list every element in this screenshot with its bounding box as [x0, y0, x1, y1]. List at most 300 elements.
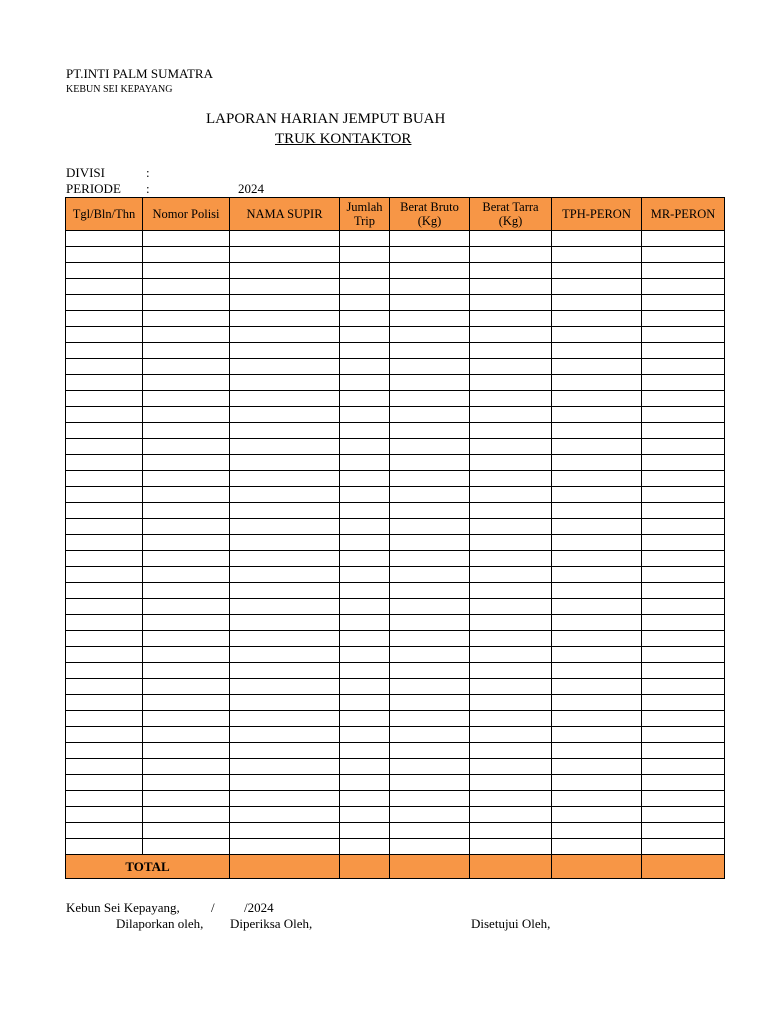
table-cell[interactable]	[340, 727, 390, 743]
table-cell[interactable]	[340, 519, 390, 535]
table-cell[interactable]	[552, 327, 642, 343]
table-cell[interactable]	[66, 551, 143, 567]
table-cell[interactable]	[642, 695, 725, 711]
table-cell[interactable]	[340, 423, 390, 439]
table-cell[interactable]	[390, 343, 470, 359]
table-cell[interactable]	[390, 487, 470, 503]
table-cell[interactable]	[66, 615, 143, 631]
table-cell[interactable]	[642, 615, 725, 631]
table-cell[interactable]	[143, 343, 230, 359]
table-cell[interactable]	[143, 839, 230, 855]
table-cell[interactable]	[642, 647, 725, 663]
table-cell[interactable]	[470, 711, 552, 727]
table-cell[interactable]	[340, 327, 390, 343]
table-cell[interactable]	[390, 711, 470, 727]
table-cell[interactable]	[390, 839, 470, 855]
table-cell[interactable]	[143, 807, 230, 823]
table-cell[interactable]	[390, 695, 470, 711]
table-cell[interactable]	[552, 455, 642, 471]
table-cell[interactable]	[143, 247, 230, 263]
table-cell[interactable]	[230, 535, 340, 551]
table-cell[interactable]	[230, 407, 340, 423]
table-cell[interactable]	[642, 327, 725, 343]
table-cell[interactable]	[470, 375, 552, 391]
table-cell[interactable]	[340, 647, 390, 663]
table-cell[interactable]	[390, 647, 470, 663]
table-cell[interactable]	[340, 583, 390, 599]
table-cell[interactable]	[552, 759, 642, 775]
table-cell[interactable]	[642, 599, 725, 615]
table-cell[interactable]	[642, 535, 725, 551]
table-cell[interactable]	[470, 343, 552, 359]
table-cell[interactable]	[143, 423, 230, 439]
table-cell[interactable]	[552, 439, 642, 455]
table-cell[interactable]	[552, 599, 642, 615]
table-cell[interactable]	[470, 503, 552, 519]
table-cell[interactable]	[66, 599, 143, 615]
table-cell[interactable]	[642, 775, 725, 791]
table-cell[interactable]	[230, 359, 340, 375]
table-cell[interactable]	[143, 631, 230, 647]
table-cell[interactable]	[66, 503, 143, 519]
table-cell[interactable]	[390, 679, 470, 695]
table-cell[interactable]	[390, 823, 470, 839]
table-cell[interactable]	[66, 391, 143, 407]
table-cell[interactable]	[340, 807, 390, 823]
table-cell[interactable]	[552, 359, 642, 375]
table-cell[interactable]	[340, 311, 390, 327]
table-cell[interactable]	[470, 535, 552, 551]
table-cell[interactable]	[143, 263, 230, 279]
table-cell[interactable]	[143, 535, 230, 551]
table-cell[interactable]	[390, 535, 470, 551]
table-cell[interactable]	[143, 519, 230, 535]
table-cell[interactable]	[470, 839, 552, 855]
table-cell[interactable]	[390, 567, 470, 583]
table-cell[interactable]	[552, 375, 642, 391]
table-cell[interactable]	[470, 327, 552, 343]
table-cell[interactable]	[66, 695, 143, 711]
table-cell[interactable]	[470, 455, 552, 471]
table-cell[interactable]	[470, 807, 552, 823]
table-cell[interactable]	[642, 391, 725, 407]
table-cell[interactable]	[552, 279, 642, 295]
table-cell[interactable]	[230, 663, 340, 679]
table-cell[interactable]	[230, 727, 340, 743]
table-cell[interactable]	[340, 615, 390, 631]
table-cell[interactable]	[470, 679, 552, 695]
table-cell[interactable]	[340, 567, 390, 583]
table-cell[interactable]	[390, 519, 470, 535]
table-cell[interactable]	[390, 391, 470, 407]
table-cell[interactable]	[552, 743, 642, 759]
table-cell[interactable]	[143, 679, 230, 695]
table-cell[interactable]	[143, 695, 230, 711]
table-cell[interactable]	[552, 231, 642, 247]
table-cell[interactable]	[642, 343, 725, 359]
table-cell[interactable]	[642, 791, 725, 807]
table-cell[interactable]	[642, 471, 725, 487]
table-cell[interactable]	[390, 599, 470, 615]
total-cell[interactable]	[642, 855, 725, 879]
table-cell[interactable]	[66, 471, 143, 487]
table-cell[interactable]	[340, 439, 390, 455]
table-cell[interactable]	[66, 631, 143, 647]
table-cell[interactable]	[66, 663, 143, 679]
table-cell[interactable]	[470, 727, 552, 743]
table-cell[interactable]	[230, 503, 340, 519]
table-cell[interactable]	[390, 423, 470, 439]
table-cell[interactable]	[340, 295, 390, 311]
table-cell[interactable]	[230, 295, 340, 311]
table-cell[interactable]	[66, 423, 143, 439]
table-cell[interactable]	[66, 727, 143, 743]
table-cell[interactable]	[230, 631, 340, 647]
table-cell[interactable]	[390, 471, 470, 487]
table-cell[interactable]	[66, 279, 143, 295]
table-cell[interactable]	[642, 487, 725, 503]
total-cell[interactable]	[552, 855, 642, 879]
table-cell[interactable]	[470, 775, 552, 791]
table-cell[interactable]	[552, 711, 642, 727]
table-cell[interactable]	[340, 503, 390, 519]
table-cell[interactable]	[642, 583, 725, 599]
table-cell[interactable]	[66, 839, 143, 855]
table-cell[interactable]	[230, 471, 340, 487]
table-cell[interactable]	[390, 503, 470, 519]
table-cell[interactable]	[470, 407, 552, 423]
table-cell[interactable]	[552, 263, 642, 279]
table-cell[interactable]	[470, 439, 552, 455]
table-cell[interactable]	[642, 295, 725, 311]
table-cell[interactable]	[340, 711, 390, 727]
table-cell[interactable]	[230, 711, 340, 727]
table-cell[interactable]	[390, 583, 470, 599]
table-cell[interactable]	[390, 631, 470, 647]
table-cell[interactable]	[642, 263, 725, 279]
table-cell[interactable]	[340, 535, 390, 551]
table-cell[interactable]	[66, 711, 143, 727]
table-cell[interactable]	[66, 455, 143, 471]
table-cell[interactable]	[642, 727, 725, 743]
table-cell[interactable]	[642, 455, 725, 471]
table-cell[interactable]	[143, 567, 230, 583]
table-cell[interactable]	[340, 839, 390, 855]
total-cell[interactable]	[230, 855, 340, 879]
table-cell[interactable]	[552, 487, 642, 503]
table-cell[interactable]	[230, 823, 340, 839]
table-cell[interactable]	[642, 807, 725, 823]
table-cell[interactable]	[143, 375, 230, 391]
table-cell[interactable]	[642, 359, 725, 375]
table-cell[interactable]	[552, 631, 642, 647]
table-cell[interactable]	[340, 743, 390, 759]
table-cell[interactable]	[66, 823, 143, 839]
table-cell[interactable]	[552, 295, 642, 311]
table-cell[interactable]	[552, 695, 642, 711]
table-cell[interactable]	[143, 727, 230, 743]
table-cell[interactable]	[66, 439, 143, 455]
table-cell[interactable]	[143, 231, 230, 247]
table-cell[interactable]	[470, 519, 552, 535]
table-cell[interactable]	[642, 679, 725, 695]
table-cell[interactable]	[143, 663, 230, 679]
table-cell[interactable]	[470, 359, 552, 375]
table-cell[interactable]	[470, 231, 552, 247]
table-cell[interactable]	[470, 743, 552, 759]
table-cell[interactable]	[470, 791, 552, 807]
table-cell[interactable]	[143, 823, 230, 839]
table-cell[interactable]	[552, 583, 642, 599]
table-cell[interactable]	[552, 503, 642, 519]
table-cell[interactable]	[66, 359, 143, 375]
table-cell[interactable]	[552, 647, 642, 663]
table-cell[interactable]	[143, 503, 230, 519]
table-cell[interactable]	[66, 327, 143, 343]
table-cell[interactable]	[143, 471, 230, 487]
table-cell[interactable]	[552, 471, 642, 487]
table-cell[interactable]	[230, 807, 340, 823]
table-cell[interactable]	[552, 663, 642, 679]
table-cell[interactable]	[470, 311, 552, 327]
table-cell[interactable]	[230, 599, 340, 615]
table-cell[interactable]	[470, 279, 552, 295]
table-cell[interactable]	[230, 551, 340, 567]
table-cell[interactable]	[390, 359, 470, 375]
table-cell[interactable]	[642, 503, 725, 519]
table-cell[interactable]	[66, 535, 143, 551]
table-cell[interactable]	[230, 791, 340, 807]
table-cell[interactable]	[552, 615, 642, 631]
table-cell[interactable]	[230, 231, 340, 247]
table-cell[interactable]	[66, 247, 143, 263]
table-cell[interactable]	[66, 583, 143, 599]
table-cell[interactable]	[230, 775, 340, 791]
table-cell[interactable]	[390, 615, 470, 631]
table-cell[interactable]	[390, 807, 470, 823]
table-cell[interactable]	[230, 583, 340, 599]
table-cell[interactable]	[340, 679, 390, 695]
total-cell[interactable]	[390, 855, 470, 879]
table-cell[interactable]	[470, 567, 552, 583]
table-cell[interactable]	[66, 375, 143, 391]
table-cell[interactable]	[143, 599, 230, 615]
table-cell[interactable]	[340, 391, 390, 407]
table-cell[interactable]	[340, 343, 390, 359]
table-cell[interactable]	[552, 567, 642, 583]
table-cell[interactable]	[66, 807, 143, 823]
table-cell[interactable]	[642, 439, 725, 455]
table-cell[interactable]	[230, 567, 340, 583]
table-cell[interactable]	[390, 439, 470, 455]
table-cell[interactable]	[470, 391, 552, 407]
table-cell[interactable]	[552, 823, 642, 839]
table-cell[interactable]	[642, 663, 725, 679]
table-cell[interactable]	[552, 727, 642, 743]
table-cell[interactable]	[66, 295, 143, 311]
table-cell[interactable]	[390, 407, 470, 423]
table-cell[interactable]	[66, 759, 143, 775]
table-cell[interactable]	[230, 311, 340, 327]
table-cell[interactable]	[552, 311, 642, 327]
table-cell[interactable]	[143, 583, 230, 599]
table-cell[interactable]	[390, 743, 470, 759]
table-cell[interactable]	[340, 775, 390, 791]
table-cell[interactable]	[390, 551, 470, 567]
table-cell[interactable]	[552, 535, 642, 551]
table-cell[interactable]	[470, 263, 552, 279]
table-cell[interactable]	[470, 631, 552, 647]
table-cell[interactable]	[143, 359, 230, 375]
table-cell[interactable]	[552, 839, 642, 855]
table-cell[interactable]	[340, 663, 390, 679]
table-cell[interactable]	[642, 423, 725, 439]
table-cell[interactable]	[230, 439, 340, 455]
table-cell[interactable]	[642, 231, 725, 247]
table-cell[interactable]	[230, 839, 340, 855]
table-cell[interactable]	[143, 295, 230, 311]
table-cell[interactable]	[552, 391, 642, 407]
table-cell[interactable]	[470, 647, 552, 663]
table-cell[interactable]	[642, 567, 725, 583]
table-cell[interactable]	[642, 631, 725, 647]
table-cell[interactable]	[470, 583, 552, 599]
table-cell[interactable]	[66, 343, 143, 359]
table-cell[interactable]	[642, 839, 725, 855]
table-cell[interactable]	[230, 279, 340, 295]
table-cell[interactable]	[66, 791, 143, 807]
table-cell[interactable]	[66, 407, 143, 423]
table-cell[interactable]	[66, 775, 143, 791]
table-cell[interactable]	[470, 615, 552, 631]
table-cell[interactable]	[230, 759, 340, 775]
table-cell[interactable]	[390, 375, 470, 391]
table-cell[interactable]	[642, 551, 725, 567]
total-cell[interactable]	[340, 855, 390, 879]
table-cell[interactable]	[340, 455, 390, 471]
table-cell[interactable]	[390, 327, 470, 343]
table-cell[interactable]	[552, 807, 642, 823]
table-cell[interactable]	[642, 711, 725, 727]
table-cell[interactable]	[470, 247, 552, 263]
table-cell[interactable]	[642, 311, 725, 327]
table-cell[interactable]	[340, 551, 390, 567]
table-cell[interactable]	[390, 759, 470, 775]
table-cell[interactable]	[470, 599, 552, 615]
table-cell[interactable]	[66, 263, 143, 279]
table-cell[interactable]	[230, 695, 340, 711]
table-cell[interactable]	[230, 247, 340, 263]
table-cell[interactable]	[66, 519, 143, 535]
table-cell[interactable]	[143, 487, 230, 503]
table-cell[interactable]	[143, 551, 230, 567]
table-cell[interactable]	[340, 359, 390, 375]
table-cell[interactable]	[66, 487, 143, 503]
table-cell[interactable]	[340, 487, 390, 503]
table-cell[interactable]	[230, 375, 340, 391]
table-cell[interactable]	[642, 247, 725, 263]
table-cell[interactable]	[230, 647, 340, 663]
table-cell[interactable]	[552, 519, 642, 535]
table-cell[interactable]	[143, 279, 230, 295]
table-cell[interactable]	[66, 231, 143, 247]
table-cell[interactable]	[340, 791, 390, 807]
table-cell[interactable]	[143, 311, 230, 327]
table-cell[interactable]	[143, 711, 230, 727]
table-cell[interactable]	[66, 743, 143, 759]
table-cell[interactable]	[642, 407, 725, 423]
table-cell[interactable]	[340, 823, 390, 839]
table-cell[interactable]	[390, 295, 470, 311]
table-cell[interactable]	[552, 679, 642, 695]
table-cell[interactable]	[642, 519, 725, 535]
table-cell[interactable]	[66, 311, 143, 327]
table-cell[interactable]	[470, 663, 552, 679]
table-cell[interactable]	[390, 311, 470, 327]
table-cell[interactable]	[390, 231, 470, 247]
table-cell[interactable]	[470, 487, 552, 503]
table-cell[interactable]	[340, 231, 390, 247]
table-cell[interactable]	[390, 791, 470, 807]
table-cell[interactable]	[390, 279, 470, 295]
table-cell[interactable]	[470, 759, 552, 775]
table-cell[interactable]	[143, 407, 230, 423]
table-cell[interactable]	[390, 663, 470, 679]
table-cell[interactable]	[340, 247, 390, 263]
table-cell[interactable]	[390, 247, 470, 263]
table-cell[interactable]	[552, 551, 642, 567]
table-cell[interactable]	[143, 615, 230, 631]
table-cell[interactable]	[642, 823, 725, 839]
table-cell[interactable]	[552, 775, 642, 791]
table-cell[interactable]	[552, 343, 642, 359]
table-cell[interactable]	[470, 823, 552, 839]
table-cell[interactable]	[143, 455, 230, 471]
table-cell[interactable]	[143, 327, 230, 343]
table-cell[interactable]	[552, 791, 642, 807]
table-cell[interactable]	[143, 759, 230, 775]
table-cell[interactable]	[470, 423, 552, 439]
table-cell[interactable]	[340, 599, 390, 615]
table-cell[interactable]	[552, 423, 642, 439]
table-cell[interactable]	[340, 263, 390, 279]
table-cell[interactable]	[230, 391, 340, 407]
table-cell[interactable]	[230, 743, 340, 759]
table-cell[interactable]	[642, 375, 725, 391]
table-cell[interactable]	[470, 295, 552, 311]
table-cell[interactable]	[230, 615, 340, 631]
table-cell[interactable]	[230, 263, 340, 279]
table-cell[interactable]	[642, 759, 725, 775]
table-cell[interactable]	[340, 279, 390, 295]
table-cell[interactable]	[143, 743, 230, 759]
table-cell[interactable]	[230, 679, 340, 695]
table-cell[interactable]	[340, 375, 390, 391]
total-cell[interactable]	[470, 855, 552, 879]
table-cell[interactable]	[66, 567, 143, 583]
table-cell[interactable]	[230, 455, 340, 471]
table-cell[interactable]	[642, 279, 725, 295]
table-cell[interactable]	[230, 487, 340, 503]
table-cell[interactable]	[230, 327, 340, 343]
table-cell[interactable]	[390, 775, 470, 791]
table-cell[interactable]	[230, 423, 340, 439]
table-cell[interactable]	[470, 551, 552, 567]
table-cell[interactable]	[390, 455, 470, 471]
table-cell[interactable]	[143, 775, 230, 791]
table-cell[interactable]	[340, 759, 390, 775]
table-cell[interactable]	[390, 263, 470, 279]
